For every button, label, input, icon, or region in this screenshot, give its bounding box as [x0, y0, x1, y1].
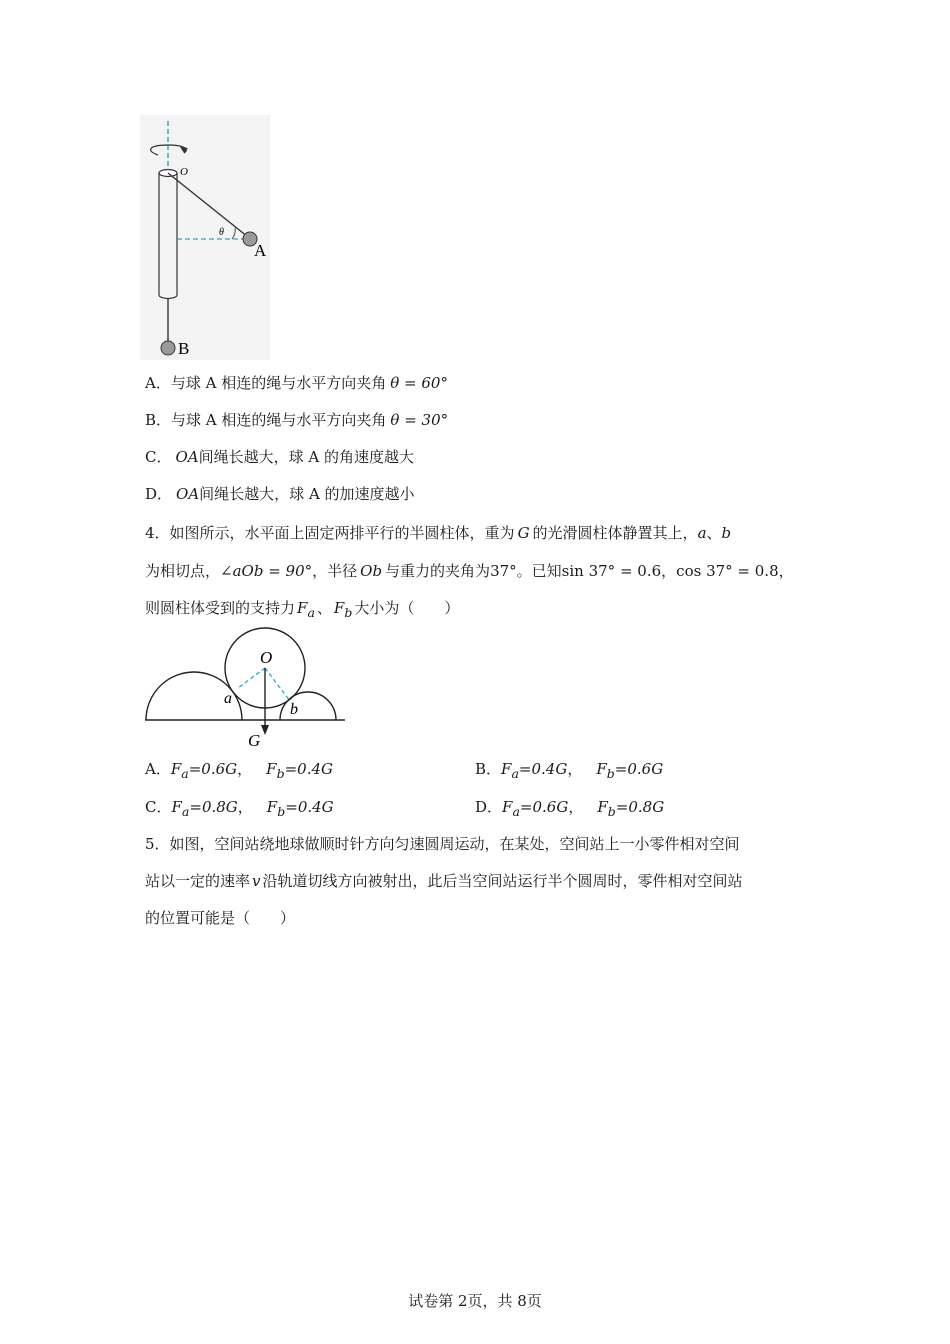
figure-rotating-tube — [140, 115, 280, 365]
q3-option-a: A．与球 A 相连的绳与水平方向夹角 θ = 60° — [145, 374, 448, 392]
figure-cylinder-on-half-cylinders — [140, 625, 355, 750]
q5-line-3: 的位置可能是（ ） — [145, 909, 296, 927]
q4-line-2: 为相切点，∠aOb = 90°，半径 Ob 与重力的夹角为37°。已知sin 37° = 0.6，cos 37° = 0.8， — [145, 562, 794, 580]
label-a: A — [254, 241, 267, 260]
radius-oa — [238, 668, 265, 688]
label-g: G — [248, 731, 261, 750]
q4-line-1: 4．如图所示，水平面上固定两排平行的半圆柱体，重为 G 的光滑圆柱体静置其上，a、b — [145, 524, 732, 542]
q4-option-c: C．$F_a=0.8G$， $F_b=0.4G$ — [145, 798, 334, 819]
label-o: O — [260, 648, 273, 667]
q4-line-3: 则圆柱体受到的支持力 $F_a$ 、 $F_b$ 大小为（ ） — [145, 599, 460, 620]
page-footer: 试卷第 2页，共 8页 — [408, 1292, 542, 1310]
right-half-cylinder — [280, 692, 336, 720]
label-o: O — [180, 166, 188, 178]
q4-option-a: A．$F_a=0.6G$， $F_b=0.4G$ — [145, 760, 334, 781]
label-theta: θ — [219, 227, 224, 238]
q3-option-c: C． OA间绳长越大，球 A 的角速度越大 — [145, 448, 414, 466]
label-b: B — [178, 339, 190, 358]
q5-line-2: 站以一定的速率 v 沿轨道切线方向被射出，此后当空间站运行半个圆周时，零件相对空间站 — [145, 872, 743, 890]
radius-ob — [265, 668, 290, 701]
q4-option-b: B．$F_a=0.4G$， $F_b=0.6G$ — [475, 760, 664, 781]
q3-option-b: B．与球 A 相连的绳与水平方向夹角 θ = 30° — [145, 411, 449, 429]
q3-option-d: D． OA间绳长越大，球 A 的加速度越小 — [145, 485, 415, 503]
ball-b — [161, 341, 175, 355]
q5-line-1: 5．如图，空间站绕地球做顺时针方向匀速圆周运动，在某处，空间站上一小零件相对空间 — [145, 835, 740, 853]
label-b: b — [290, 701, 298, 718]
q4-option-d: D．$F_a=0.6G$， $F_b=0.8G$ — [475, 798, 665, 819]
label-a: a — [224, 690, 232, 707]
gravity-arrow-icon — [261, 725, 269, 735]
